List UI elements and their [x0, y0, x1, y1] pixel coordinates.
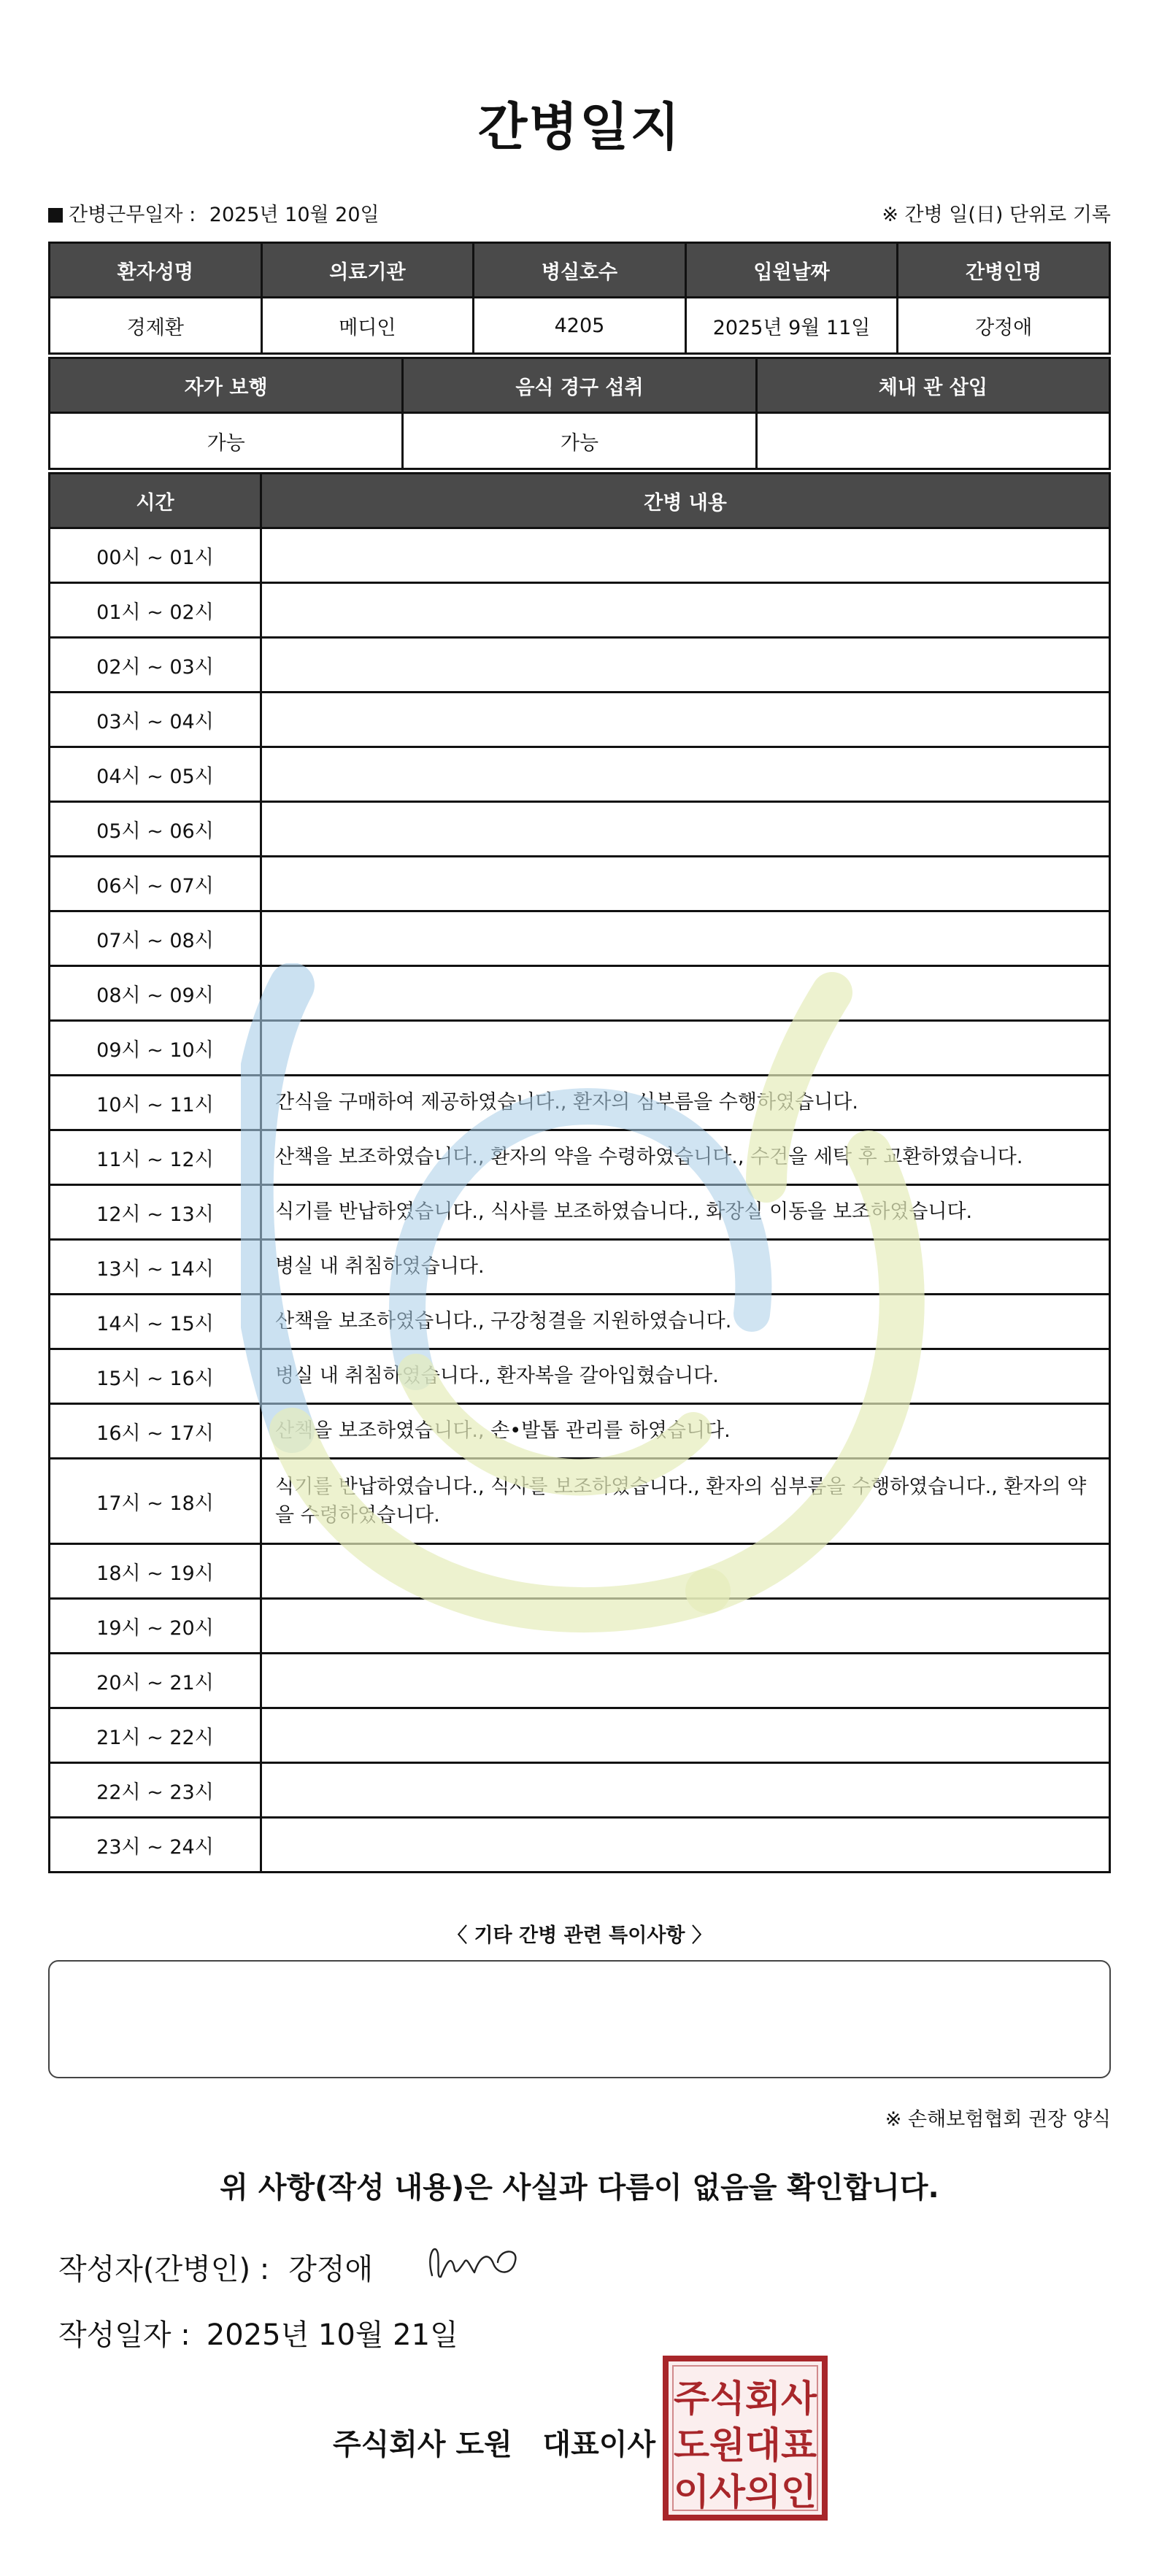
care-row-note [261, 966, 1110, 1021]
write-date-label: 작성일자 : [58, 2318, 190, 2352]
etc-notes-box [48, 1960, 1111, 2078]
recommend-note: ※ 손해보험협회 권장 양식 [885, 2108, 1111, 2131]
care-row-note: 병실 내 취침하였습니다., 환자복을 갈아입혔습니다. [261, 1349, 1110, 1404]
care-row [50, 966, 1110, 1021]
care-row-time: 01시 ~ 02시 [50, 583, 261, 638]
care-row [50, 693, 1110, 747]
care-row-note [261, 583, 1110, 638]
care-row-note [261, 638, 1110, 693]
unit-note: ※ 간병 일(日) 단위로 기록 [882, 204, 1111, 226]
work-date-value: 2025년 10월 20일 [209, 204, 380, 226]
care-row-time: 13시 ~ 14시 [50, 1240, 261, 1295]
header-caregiver: 간병인명 [898, 243, 1110, 298]
writer-label: 작성자(간병인) : [58, 2253, 270, 2286]
header-patient-name: 환자성명 [50, 243, 262, 298]
seal-line-3: 이사의인 [674, 2471, 817, 2513]
care-row [50, 1544, 1110, 1599]
care-row [50, 1459, 1110, 1544]
care-row-note [261, 1818, 1110, 1873]
care-row-note [261, 1763, 1110, 1818]
work-date [48, 198, 380, 227]
care-row-note [261, 1599, 1110, 1654]
care-row-note [261, 802, 1110, 857]
care-row-note [261, 911, 1110, 966]
seal-line-2: 도원대표 [674, 2424, 817, 2467]
care-row-note: 식기를 반납하였습니다., 식사를 보조하였습니다., 화장실 이동을 보조하였습니다. [261, 1185, 1110, 1240]
care-row-time: 20시 ~ 21시 [50, 1654, 261, 1708]
document-title: 간병일지 [477, 97, 682, 157]
seal-line-1: 주식회사 [674, 2378, 817, 2420]
care-row-note [261, 693, 1110, 747]
writer-name: 강정애 [288, 2253, 374, 2286]
square-bullet-icon [48, 208, 63, 223]
header-care-content: 간병 내용 [261, 474, 1110, 528]
care-row-time: 07시 ~ 08시 [50, 911, 261, 966]
admission-date: 2025년 9월 11일 [685, 298, 898, 354]
header-hospital: 의료기관 [261, 243, 474, 298]
care-row-time: 09시 ~ 10시 [50, 1021, 261, 1076]
care-row [50, 857, 1110, 911]
care-row [50, 1130, 1110, 1185]
oral-intake-value: 가능 [403, 413, 756, 469]
header-admission-date: 입원날짜 [685, 243, 898, 298]
care-row [50, 802, 1110, 857]
care-row [50, 583, 1110, 638]
care-row-time: 04시 ~ 05시 [50, 747, 261, 802]
care-row [50, 1654, 1110, 1708]
hospital-name: 메디인 [261, 298, 474, 354]
write-date-value: 2025년 10월 21일 [206, 2318, 458, 2352]
care-row-time: 02시 ~ 03시 [50, 638, 261, 693]
care-row-time: 10시 ~ 11시 [50, 1076, 261, 1130]
care-row-time: 21시 ~ 22시 [50, 1708, 261, 1763]
status-header-row [50, 358, 1110, 413]
company-seal-icon [663, 2356, 828, 2521]
signature-image [422, 2233, 524, 2290]
care-row-time: 17시 ~ 18시 [50, 1459, 261, 1544]
care-row-time: 16시 ~ 17시 [50, 1404, 261, 1459]
care-row [50, 1599, 1110, 1654]
status-value-row [50, 413, 1110, 469]
care-header-row [50, 474, 1110, 528]
care-row [50, 1818, 1110, 1873]
patient-info-table [48, 242, 1111, 355]
care-row [50, 1185, 1110, 1240]
care-row-time: 00시 ~ 01시 [50, 528, 261, 583]
write-date-line [58, 2312, 458, 2353]
etc-section-label: 〈 기타 간병 관련 특이사항 〉 [447, 1924, 712, 1947]
care-row [50, 911, 1110, 966]
care-row [50, 638, 1110, 693]
care-row-note [261, 1708, 1110, 1763]
writer-line [58, 2246, 373, 2288]
care-row-note [261, 747, 1110, 802]
company-representative: 주식회사 도원 대표이사 [333, 2428, 656, 2461]
care-row-time: 14시 ~ 15시 [50, 1295, 261, 1349]
caregiver-name: 강정애 [898, 298, 1110, 354]
care-row-time: 08시 ~ 09시 [50, 966, 261, 1021]
care-row-time: 05시 ~ 06시 [50, 802, 261, 857]
care-row-note: 식기를 반납하였습니다., 식사를 보조하였습니다., 환자의 심부름을 수행하였습니다., 환자의 약을 수령하였습니다. [261, 1459, 1110, 1544]
care-row [50, 1763, 1110, 1818]
tube-value [756, 413, 1109, 469]
header-room: 병실호수 [474, 243, 686, 298]
status-table [48, 357, 1111, 470]
patient-value-row [50, 298, 1110, 354]
care-row [50, 1076, 1110, 1130]
care-row-time: 06시 ~ 07시 [50, 857, 261, 911]
care-row [50, 528, 1110, 583]
care-rows [50, 528, 1110, 1873]
care-row-time: 19시 ~ 20시 [50, 1599, 261, 1654]
header-walking: 자가 보행 [50, 358, 403, 413]
care-row-time: 22시 ~ 23시 [50, 1763, 261, 1818]
care-row-note: 산책을 보조하였습니다., 환자의 약을 수령하였습니다., 수건을 세탁 후 교환하였습니다. [261, 1130, 1110, 1185]
header-tube: 체내 관 삽입 [756, 358, 1109, 413]
room-number: 4205 [474, 298, 686, 354]
work-date-label: 간병근무일자 : [69, 204, 196, 226]
care-row [50, 1404, 1110, 1459]
care-row [50, 747, 1110, 802]
care-row [50, 1295, 1110, 1349]
care-row [50, 1021, 1110, 1076]
care-row-note: 산책을 보조하였습니다., 구강청결을 지원하였습니다. [261, 1295, 1110, 1349]
care-row [50, 1349, 1110, 1404]
care-log-table [48, 472, 1111, 1873]
care-row-time: 23시 ~ 24시 [50, 1818, 261, 1873]
care-row-note [261, 857, 1110, 911]
care-row-note: 병실 내 취침하였습니다. [261, 1240, 1110, 1295]
patient-header-row [50, 243, 1110, 298]
confirm-statement: 위 사항(작성 내용)은 사실과 다름이 없음을 확인합니다. [220, 2171, 939, 2205]
care-row-time: 15시 ~ 16시 [50, 1349, 261, 1404]
care-row-time: 18시 ~ 19시 [50, 1544, 261, 1599]
header-oral-intake: 음식 경구 섭취 [403, 358, 756, 413]
care-row [50, 1240, 1110, 1295]
care-row-time: 12시 ~ 13시 [50, 1185, 261, 1240]
patient-name: 경제환 [50, 298, 262, 354]
header-time: 시간 [50, 474, 261, 528]
care-row-note: 간식을 구매하여 제공하였습니다., 환자의 심부름을 수행하였습니다. [261, 1076, 1110, 1130]
walking-value: 가능 [50, 413, 403, 469]
care-row-note: 산책을 보조하였습니다., 손•발톱 관리를 하였습니다. [261, 1404, 1110, 1459]
care-row [50, 1708, 1110, 1763]
care-row-note [261, 1654, 1110, 1708]
care-row-note [261, 528, 1110, 583]
care-row-time: 11시 ~ 12시 [50, 1130, 261, 1185]
care-row-time: 03시 ~ 04시 [50, 693, 261, 747]
care-row-note [261, 1021, 1110, 1076]
care-row-note [261, 1544, 1110, 1599]
